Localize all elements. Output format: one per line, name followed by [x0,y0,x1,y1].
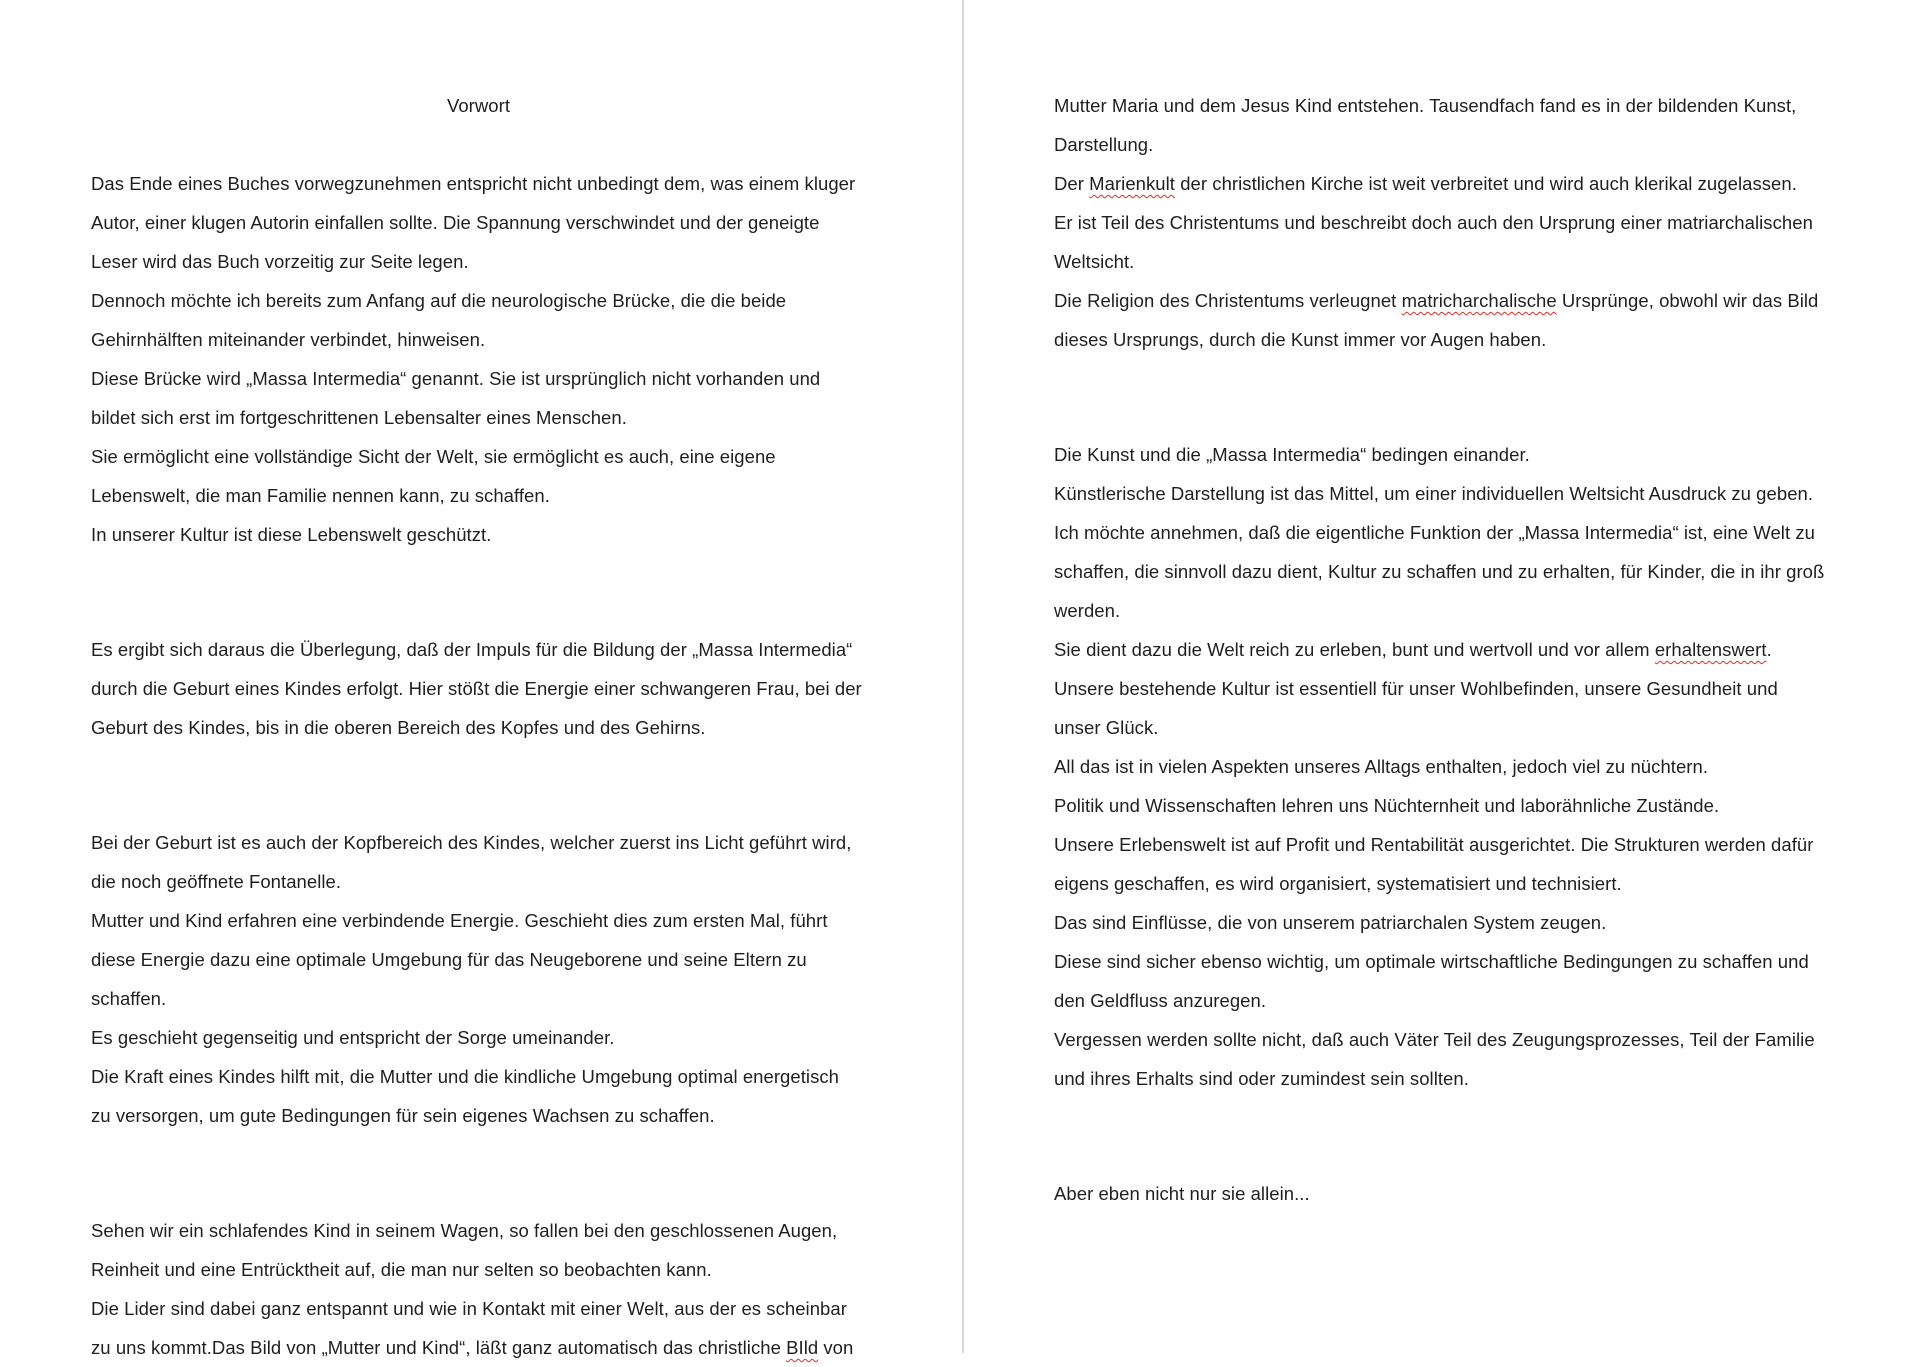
text-line: und ihres Erhalts sind oder zumindest sein sollten. [1054,1068,1469,1089]
right-page-body-c [1054,320,1854,630]
text-line: Lebenswelt, die man Familie nennen kann, zu schaffen. [91,485,550,506]
text-run: . [1766,639,1772,660]
text-run: Die Religion des Christentums verleugnet [1054,290,1402,311]
left-page[interactable] [0,0,962,1358]
text-run: Ursprünge, obwohl wir das Bild [1556,290,1819,311]
text-run: Sie dient dazu die Welt reich zu erleben, bunt und wertvoll und vor allem [1054,639,1655,660]
right-page-body-d [1054,669,1854,1213]
text-line: Künstlerische Darstellung ist das Mittel, um einer individuellen Weltsicht Ausdruck zu geben. [1054,483,1814,504]
text-line: All das ist in vielen Aspekten unseres Alltags enthalten, jedoch viel zu nüchtern. [1054,756,1709,777]
text-line: Darstellung. [1054,134,1154,155]
text-line: Die Kraft eines Kindes hilft mit, die Mutter und die kindliche Umgebung optimal energetisch [91,1066,840,1087]
text-line: unser Glück. [1054,717,1159,738]
text-line: Es ergibt sich daraus die Überlegung, daß der Impuls für die Bildung der „Massa Intermedia“ [91,639,853,660]
text-line: In unserer Kultur ist diese Lebenswelt geschützt. [91,524,492,545]
text-line: schaffen. [91,988,167,1009]
text-line: zu versorgen, um gute Bedingungen für sein eigenes Wachsen zu schaffen. [91,1105,715,1126]
text-line [1054,630,1854,669]
spellcheck-flagged-word[interactable]: matricharchalische [1401,290,1557,311]
text-line: Aber eben nicht nur sie allein... [1054,1183,1310,1204]
right-page[interactable] [964,0,1920,1353]
blank-line [91,573,881,612]
right-page-body-b [1054,203,1854,281]
text-line: Reinheit und eine Entrücktheit auf, die man nur selten so beobachten kann. [91,1259,712,1280]
text-line: Das sind Einflüsse, die von unserem patriarchalen System zeugen. [1054,912,1607,933]
text-line: Autor, einer klugen Autorin einfallen sollte. Die Spannung verschwindet und der geneigte [91,212,820,233]
text-line: Unsere Erlebenswelt ist auf Profit und Rentabilität ausgerichtet. Die Strukturen werden dafür [1054,834,1814,855]
text-line: Dennoch möchte ich bereits zum Anfang auf die neurologische Brücke, die die beide [91,290,787,311]
text-line: Unsere bestehende Kultur ist essentiell für unser Wohlbefinden, unsere Gesundheit und [1054,678,1778,699]
text-line: bildet sich erst im fortgeschrittenen Lebensalter eines Menschen. [91,407,627,428]
blank-line [91,1154,881,1193]
text-line: dieses Ursprungs, durch die Kunst immer vor Augen haben. [1054,329,1547,350]
text-line: die noch geöffnete Fontanelle. [91,871,342,892]
text-run: Der [1054,173,1090,194]
text-line: Die Lider sind dabei ganz entspannt und wie in Kontakt mit einer Welt, aus der es scheinbar [91,1298,847,1319]
blank-line [91,766,881,805]
text-line: Die Kunst und die „Massa Intermedia“ bedingen einander. [1054,444,1530,465]
text-line: Diese sind sicher ebenso wichtig, um optimale wirtschaftliche Bedingungen zu schaffen und [1054,951,1809,972]
text-run: der christlichen Kirche ist weit verbreitet und wird auch klerikal zugelassen. [1175,173,1797,194]
right-page-body-a [1054,86,1854,164]
text-line: schaffen, die sinnvoll dazu dient, Kultur zu schaffen und zu erhalten, für Kinder, die in ihr groß [1054,561,1825,582]
text-line: eigens geschaffen, es wird organisiert, systematisiert und technisiert. [1054,873,1622,894]
text-line: den Geldfluss anzuregen. [1054,990,1267,1011]
text-line: Geburt des Kindes, bis in die oberen Bereich des Kopfes und des Gehirns. [91,717,706,738]
text-line [1054,164,1854,203]
spellcheck-flagged-word[interactable]: Marienkult [1089,173,1175,194]
text-line [91,1328,881,1367]
left-page-text[interactable] [91,86,881,1367]
text-line [1054,281,1854,320]
text-line: diese Energie dazu eine optimale Umgebung für das Neugeborene und seine Eltern zu [91,949,807,970]
text-line: Gehirnhälften miteinander verbindet, hinweisen. [91,329,486,350]
blank-line [1054,378,1854,417]
page-title: Vorwort [446,95,511,116]
blank-line [1054,1117,1854,1156]
left-page-body [91,164,881,1328]
text-line: Das Ende eines Buches vorwegzunehmen entspricht nicht unbedingt dem, was einem kluger [91,173,856,194]
blank-line [91,125,881,164]
text-line: Mutter Maria und dem Jesus Kind entstehen. Tausendfach fand es in der bildenden Kunst, [1054,95,1797,116]
text-line: Sie ermöglicht eine vollständige Sicht der Welt, sie ermöglicht es auch, eine eigene [91,446,776,467]
text-line: Diese Brücke wird „Massa Intermedia“ genannt. Sie ist ursprünglich nicht vorhanden und [91,368,821,389]
text-line: Leser wird das Buch vorzeitig zur Seite legen. [91,251,469,272]
spellcheck-flagged-word[interactable]: erhaltenswert [1654,639,1767,660]
text-line: Ich möchte annehmen, daß die eigentliche Funktion der „Massa Intermedia“ ist, eine Welt zu [1054,522,1815,543]
text-line: Bei der Geburt ist es auch der Kopfbereich des Kindes, welcher zuerst ins Licht geführt wird, [91,832,852,853]
text-run: von [818,1337,854,1358]
text-line: Weltsicht. [1054,251,1135,272]
spellcheck-flagged-word[interactable]: BIld [786,1337,819,1358]
text-line: Es geschieht gegenseitig und entspricht der Sorge umeinander. [91,1027,615,1048]
text-line: werden. [1054,600,1121,621]
text-line: Mutter und Kind erfahren eine verbindende Energie. Geschieht dies zum ersten Mal, führt [91,910,828,931]
text-line: Er ist Teil des Christentums und beschreibt doch auch den Ursprung einer matriarchalischen [1054,212,1813,233]
text-line: Politik und Wissenschaften lehren uns Nüchternheit und laborähnliche Zustände. [1054,795,1720,816]
text-line: durch die Geburt eines Kindes erfolgt. Hier stößt die Energie einer schwangeren Frau, bei der [91,678,862,699]
text-run: zu uns kommt.Das Bild von „Mutter und Kind“, läßt ganz automatisch das christliche [91,1337,787,1358]
text-line: Vergessen werden sollte nicht, daß auch Väter Teil des Zeugungsprozesses, Teil der Familie [1054,1029,1815,1050]
text-line: Sehen wir ein schlafendes Kind in seinem Wagen, so fallen bei den geschlossenen Augen, [91,1220,838,1241]
right-page-text[interactable] [1054,86,1854,1213]
